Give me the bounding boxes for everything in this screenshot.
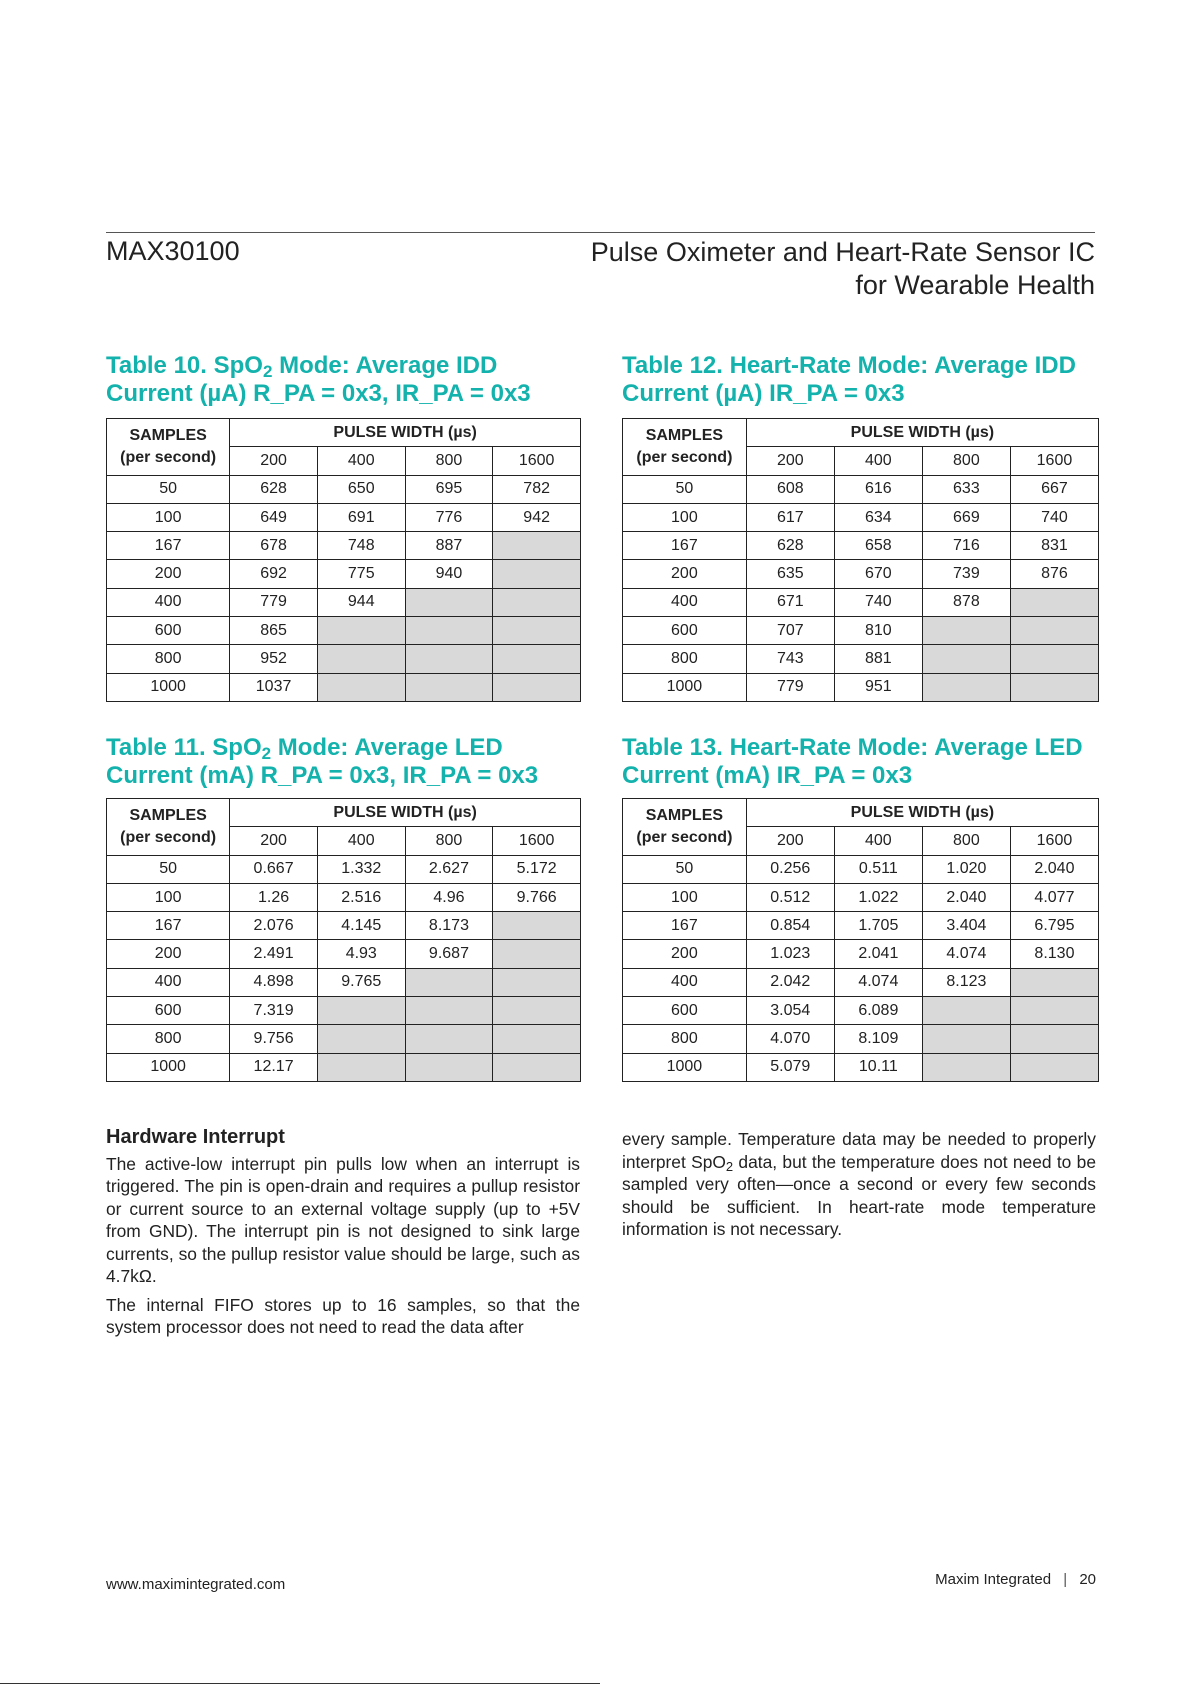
column-header: 800 (405, 827, 493, 855)
value-cell: 0.511 (834, 855, 922, 883)
column-header: 200 (230, 447, 318, 475)
value-cell: 0.854 (746, 912, 834, 940)
table-row (107, 855, 581, 883)
title-line-1: Pulse Oximeter and Heart-Rate Sensor IC (590, 237, 1095, 267)
table-row (623, 855, 1099, 883)
value-cell: 831 (1010, 532, 1098, 560)
value-cell: 8.123 (922, 968, 1010, 996)
samples-cell: 167 (107, 912, 230, 940)
empty-cell (317, 997, 405, 1025)
table-header-row (623, 799, 1099, 827)
value-cell: 3.054 (746, 997, 834, 1025)
value-cell: 878 (922, 588, 1010, 616)
empty-cell (317, 645, 405, 673)
paragraph: The internal FIFO stores up to 16 samples, so that the system processor does not need to read the data after (106, 1294, 580, 1337)
title-line-2: for Wearable Health (855, 270, 1095, 300)
value-cell: 810 (834, 617, 922, 645)
value-cell: 775 (317, 560, 405, 588)
value-cell: 5.079 (746, 1053, 834, 1081)
empty-cell (317, 673, 405, 701)
empty-cell (405, 645, 493, 673)
value-cell: 10.11 (834, 1053, 922, 1081)
value-cell: 740 (834, 588, 922, 616)
value-cell: 6.795 (1010, 912, 1098, 940)
value-cell: 1.332 (317, 855, 405, 883)
value-cell: 865 (230, 617, 318, 645)
table-row (107, 532, 581, 560)
column-header: 200 (746, 827, 834, 855)
column-header: 800 (405, 447, 493, 475)
empty-cell (1010, 617, 1098, 645)
empty-cell (922, 673, 1010, 701)
pulse-width-header: PULSE WIDTH (µs) (230, 419, 581, 447)
value-cell: 779 (746, 673, 834, 701)
empty-cell (922, 617, 1010, 645)
samples-label: SAMPLES (645, 806, 724, 824)
column-header: 400 (317, 447, 405, 475)
table-row (623, 588, 1099, 616)
value-cell: 9.765 (317, 968, 405, 996)
column-header: 200 (746, 447, 834, 475)
value-cell: 952 (230, 645, 318, 673)
samples-cell: 400 (623, 588, 747, 616)
table-row (623, 968, 1099, 996)
samples-cell: 50 (107, 855, 230, 883)
samples-cell: 167 (107, 532, 230, 560)
value-cell: 9.687 (405, 940, 493, 968)
value-cell: 743 (746, 645, 834, 673)
value-cell: 4.145 (317, 912, 405, 940)
pulse-width-header: PULSE WIDTH (µs) (746, 799, 1098, 827)
value-cell: 716 (922, 532, 1010, 560)
table-10 (106, 418, 581, 702)
table-10-title: Table 10. SpO$_2$ Mode: Average IDD Current (µA) R_PA = 0x3, IR_PA = 0x3 (106, 352, 531, 407)
value-cell: 2.042 (746, 968, 834, 996)
samples-unit: (per second) (120, 828, 217, 846)
table-row (623, 997, 1099, 1025)
empty-cell (493, 617, 581, 645)
samples-cell: 100 (107, 883, 230, 911)
samples-cell: 800 (623, 645, 747, 673)
empty-cell (493, 997, 581, 1025)
table-13 (622, 798, 1099, 1082)
samples-cell: 1000 (107, 673, 230, 701)
value-cell: 628 (230, 475, 318, 503)
value-cell: 617 (746, 503, 834, 531)
empty-cell (1010, 1025, 1098, 1053)
table-row (107, 617, 581, 645)
value-cell: 4.93 (317, 940, 405, 968)
value-cell: 2.491 (230, 940, 318, 968)
value-cell: 876 (1010, 560, 1098, 588)
samples-cell: 600 (107, 617, 230, 645)
value-cell: 2.040 (1010, 855, 1098, 883)
value-cell: 649 (230, 503, 318, 531)
samples-cell: 600 (623, 617, 747, 645)
table-row (107, 673, 581, 701)
empty-cell (922, 997, 1010, 1025)
value-cell: 951 (834, 673, 922, 701)
value-cell: 3.404 (922, 912, 1010, 940)
section-heading: Hardware Interrupt (106, 1126, 285, 1148)
value-cell: 4.898 (230, 968, 318, 996)
table-row (623, 560, 1099, 588)
column-header: 200 (230, 827, 318, 855)
samples-cell: 167 (623, 912, 747, 940)
table-row (107, 475, 581, 503)
empty-cell (405, 968, 493, 996)
samples-cell: 600 (107, 997, 230, 1025)
table-row (623, 673, 1099, 701)
table-row (107, 968, 581, 996)
samples-header (623, 799, 747, 856)
value-cell: 944 (317, 588, 405, 616)
empty-cell (1010, 645, 1098, 673)
column-header: 1600 (493, 447, 581, 475)
table-header-row (107, 419, 581, 447)
hardware-interrupt-section (106, 1126, 580, 1345)
empty-cell (405, 588, 493, 616)
document-title (591, 236, 1095, 302)
samples-unit: (per second) (636, 828, 733, 846)
value-cell: 671 (746, 588, 834, 616)
value-cell: 2.040 (922, 883, 1010, 911)
samples-unit: (per second) (120, 448, 217, 466)
table-row (107, 560, 581, 588)
samples-cell: 200 (623, 560, 747, 588)
samples-label: SAMPLES (129, 426, 207, 444)
value-cell: 8.109 (834, 1025, 922, 1053)
pulse-width-header: PULSE WIDTH (µs) (230, 799, 581, 827)
footer-right (935, 1571, 1096, 1588)
value-cell: 0.256 (746, 855, 834, 883)
value-cell: 776 (405, 503, 493, 531)
part-number: MAX30100 (106, 236, 240, 266)
empty-cell (405, 673, 493, 701)
empty-cell (493, 673, 581, 701)
column-header: 1600 (1010, 447, 1098, 475)
continued-paragraph: every sample. Temperature data may be needed to properly interpret SpO$_2$ data, but the temperature does not need to be sampled very often—once a second or every few seconds should be sufficient. In heart-rate mode temperature information is not necessary. (622, 1129, 1096, 1239)
table-row (107, 645, 581, 673)
value-cell: 779 (230, 588, 318, 616)
samples-cell: 100 (623, 503, 747, 531)
value-cell: 4.077 (1010, 883, 1098, 911)
samples-cell: 800 (623, 1025, 747, 1053)
value-cell: 4.96 (405, 883, 493, 911)
value-cell: 2.516 (317, 883, 405, 911)
value-cell: 0.667 (230, 855, 318, 883)
empty-cell (405, 997, 493, 1025)
column-header: 400 (834, 447, 922, 475)
value-cell: 782 (493, 475, 581, 503)
table-13-title: Table 13. Heart-Rate Mode: Average LED Current (mA) IR_PA = 0x3 (622, 734, 1083, 789)
empty-cell (493, 912, 581, 940)
value-cell: 739 (922, 560, 1010, 588)
empty-cell (493, 940, 581, 968)
samples-cell: 100 (107, 503, 230, 531)
table-row (623, 912, 1099, 940)
column-header: 1600 (493, 827, 581, 855)
table-row (623, 883, 1099, 911)
value-cell: 12.17 (230, 1053, 318, 1081)
samples-cell: 800 (107, 1025, 230, 1053)
column-header: 400 (834, 827, 922, 855)
table-row (623, 1025, 1099, 1053)
value-cell: 1.022 (834, 883, 922, 911)
samples-cell: 50 (623, 855, 747, 883)
empty-cell (405, 1025, 493, 1053)
samples-cell: 800 (107, 645, 230, 673)
samples-header (107, 799, 230, 856)
value-cell: 9.756 (230, 1025, 318, 1053)
table-header-row (623, 419, 1099, 447)
empty-cell (493, 968, 581, 996)
page-number: 20 (1079, 1571, 1096, 1588)
samples-cell: 200 (107, 560, 230, 588)
samples-cell: 167 (623, 532, 747, 560)
value-cell: 887 (405, 532, 493, 560)
samples-cell: 200 (107, 940, 230, 968)
samples-cell: 1000 (107, 1053, 230, 1081)
empty-cell (493, 560, 581, 588)
table-row (107, 883, 581, 911)
samples-cell: 600 (623, 997, 747, 1025)
value-cell: 635 (746, 560, 834, 588)
value-cell: 695 (405, 475, 493, 503)
header-rule (106, 232, 1095, 233)
samples-label: SAMPLES (645, 426, 724, 444)
table-row (623, 645, 1099, 673)
value-cell: 8.130 (1010, 940, 1098, 968)
value-cell: 1.023 (746, 940, 834, 968)
value-cell: 940 (405, 560, 493, 588)
table-row (623, 617, 1099, 645)
empty-cell (1010, 588, 1098, 616)
samples-cell: 100 (623, 883, 747, 911)
empty-cell (922, 1025, 1010, 1053)
samples-header (107, 419, 230, 476)
value-cell: 4.074 (922, 940, 1010, 968)
value-cell: 670 (834, 560, 922, 588)
empty-cell (1010, 968, 1098, 996)
table-header-row (107, 799, 581, 827)
value-cell: 6.089 (834, 997, 922, 1025)
empty-cell (317, 1053, 405, 1081)
value-cell: 678 (230, 532, 318, 560)
samples-cell: 50 (107, 475, 230, 503)
table-row (107, 912, 581, 940)
samples-cell: 1000 (623, 1053, 747, 1081)
table-row (107, 588, 581, 616)
table-row (107, 940, 581, 968)
empty-cell (1010, 1053, 1098, 1081)
column-header: 800 (922, 827, 1010, 855)
samples-cell: 400 (107, 588, 230, 616)
table-row (623, 1053, 1099, 1081)
value-cell: 707 (746, 617, 834, 645)
table-row (623, 503, 1099, 531)
value-cell: 692 (230, 560, 318, 588)
footer-separator: | (1063, 1571, 1068, 1588)
paragraph: The active-low interrupt pin pulls low when an interrupt is triggered. The pin is open-drain and requires a pullup resistor or current source to an external voltage supply (up to +5V from GND). The interrupt pin is not designed to sink large currents, so the pullup resistor value should be large, such as 4.7kΩ. (106, 1153, 580, 1286)
table-row (623, 940, 1099, 968)
bottom-rule (0, 1683, 600, 1684)
column-header: 800 (922, 447, 1010, 475)
value-cell: 942 (493, 503, 581, 531)
table-row (107, 503, 581, 531)
value-cell: 634 (834, 503, 922, 531)
empty-cell (493, 532, 581, 560)
value-cell: 667 (1010, 475, 1098, 503)
samples-cell: 1000 (623, 673, 747, 701)
value-cell: 7.319 (230, 997, 318, 1025)
value-cell: 2.627 (405, 855, 493, 883)
value-cell: 881 (834, 645, 922, 673)
value-cell: 1.705 (834, 912, 922, 940)
value-cell: 1037 (230, 673, 318, 701)
table-row (107, 997, 581, 1025)
value-cell: 628 (746, 532, 834, 560)
value-cell: 2.076 (230, 912, 318, 940)
table-row (107, 1025, 581, 1053)
value-cell: 1.020 (922, 855, 1010, 883)
column-header: 1600 (1010, 827, 1098, 855)
table-12 (622, 418, 1099, 702)
value-cell: 9.766 (493, 883, 581, 911)
table-row (107, 1053, 581, 1081)
samples-header (623, 419, 747, 476)
samples-cell: 200 (623, 940, 747, 968)
footer-url[interactable]: www.maximintegrated.com (106, 1576, 286, 1593)
value-cell: 5.172 (493, 855, 581, 883)
samples-cell: 50 (623, 475, 747, 503)
empty-cell (317, 617, 405, 645)
table-11-title: Table 11. SpO$_2$ Mode: Average LED Current (mA) R_PA = 0x3, IR_PA = 0x3 (106, 734, 539, 789)
value-cell: 4.070 (746, 1025, 834, 1053)
value-cell: 658 (834, 532, 922, 560)
empty-cell (922, 1053, 1010, 1081)
samples-cell: 400 (107, 968, 230, 996)
empty-cell (405, 617, 493, 645)
value-cell: 691 (317, 503, 405, 531)
empty-cell (493, 645, 581, 673)
table-11 (106, 798, 581, 1082)
value-cell: 748 (317, 532, 405, 560)
empty-cell (493, 1025, 581, 1053)
table-12-title: Table 12. Heart-Rate Mode: Average IDD Current (µA) IR_PA = 0x3 (622, 352, 1076, 407)
value-cell: 608 (746, 475, 834, 503)
table-row (623, 475, 1099, 503)
value-cell: 740 (1010, 503, 1098, 531)
samples-cell: 400 (623, 968, 747, 996)
empty-cell (493, 1053, 581, 1081)
value-cell: 633 (922, 475, 1010, 503)
samples-label: SAMPLES (129, 806, 207, 824)
value-cell: 650 (317, 475, 405, 503)
column-header: 400 (317, 827, 405, 855)
table-row (623, 532, 1099, 560)
pulse-width-header: PULSE WIDTH (µs) (746, 419, 1098, 447)
value-cell: 8.173 (405, 912, 493, 940)
empty-cell (1010, 673, 1098, 701)
empty-cell (1010, 997, 1098, 1025)
value-cell: 2.041 (834, 940, 922, 968)
empty-cell (922, 645, 1010, 673)
empty-cell (405, 1053, 493, 1081)
value-cell: 1.26 (230, 883, 318, 911)
empty-cell (493, 588, 581, 616)
value-cell: 616 (834, 475, 922, 503)
empty-cell (317, 1025, 405, 1053)
value-cell: 4.074 (834, 968, 922, 996)
value-cell: 0.512 (746, 883, 834, 911)
samples-unit: (per second) (636, 448, 733, 466)
footer-company: Maxim Integrated (935, 1571, 1052, 1588)
value-cell: 669 (922, 503, 1010, 531)
